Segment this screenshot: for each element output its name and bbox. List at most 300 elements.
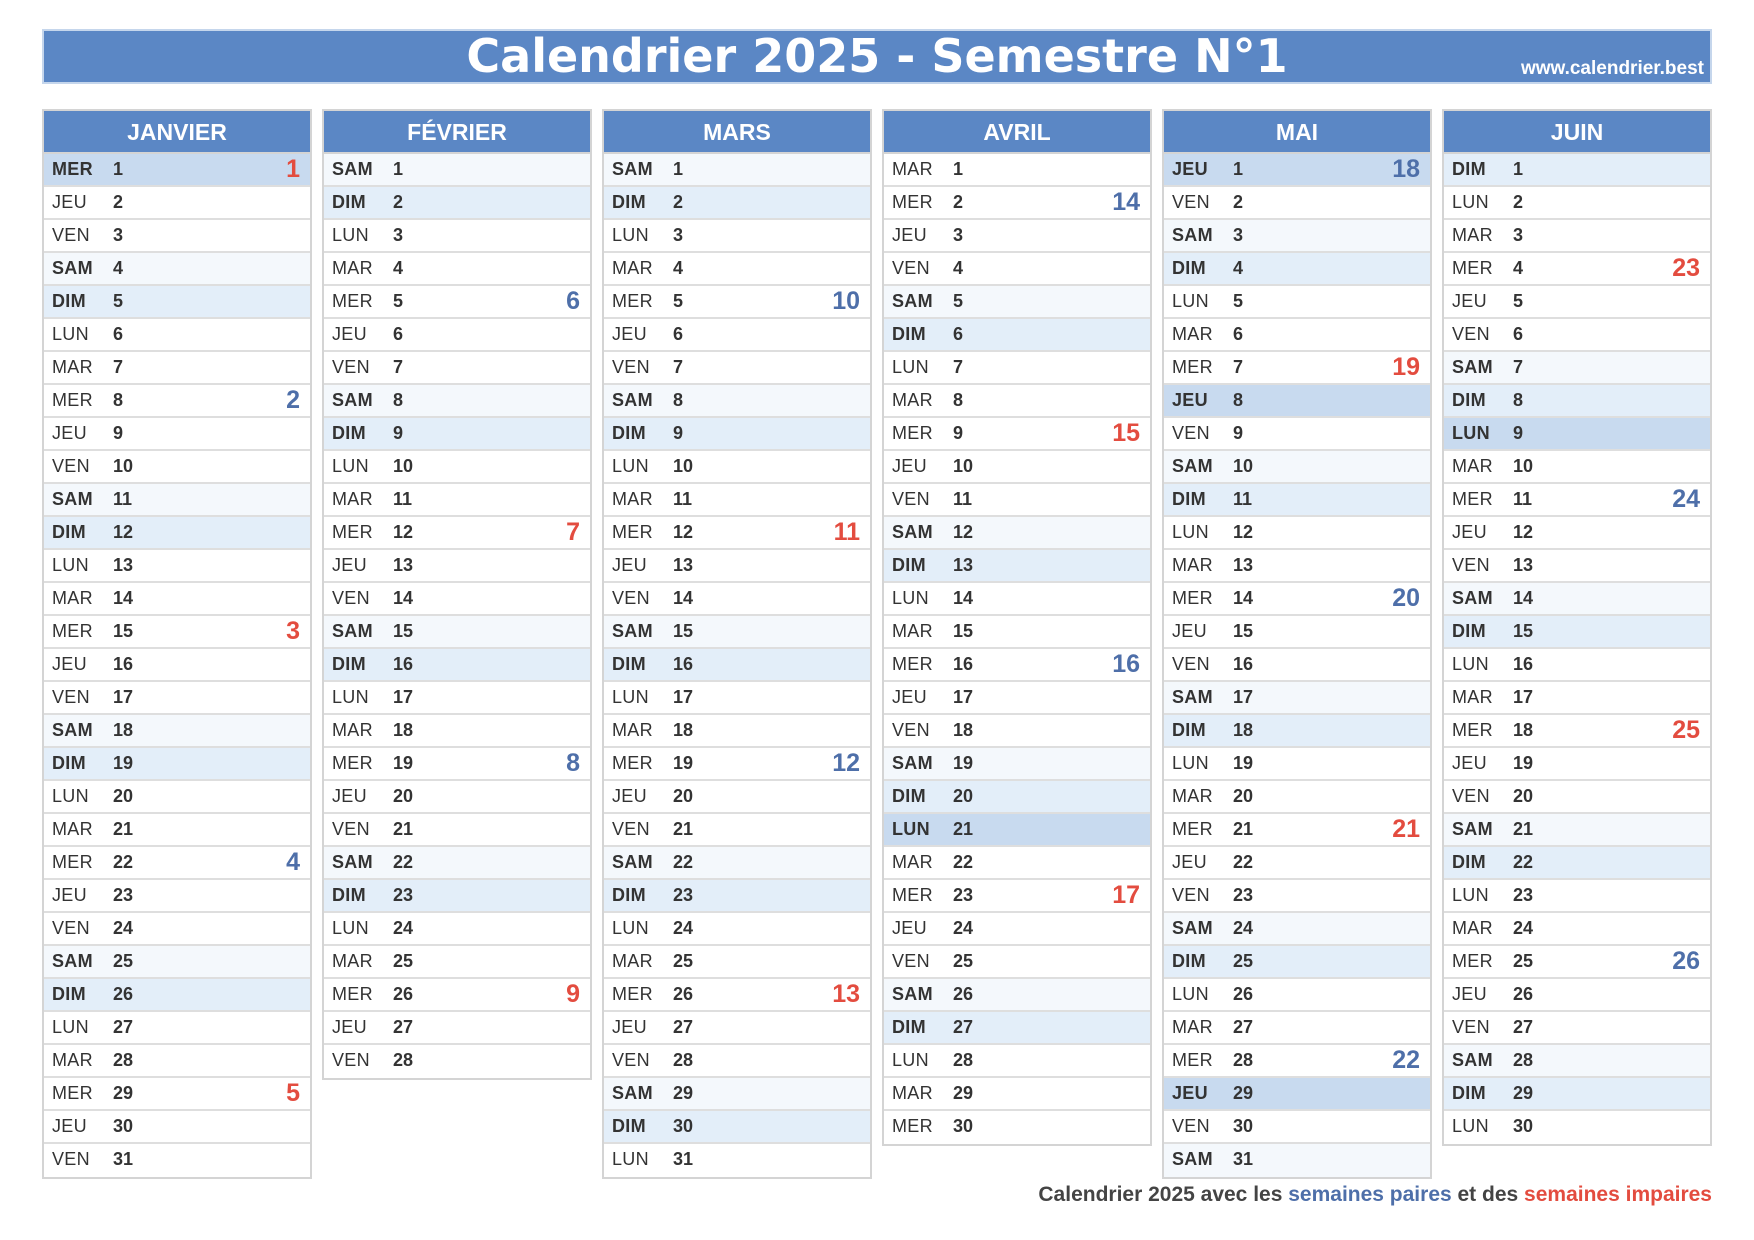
day-row — [324, 319, 590, 352]
day-row — [1164, 781, 1430, 814]
day-number: 7 — [953, 357, 964, 377]
day-of-week: JEU — [52, 192, 87, 212]
day-row — [884, 154, 1150, 187]
day-number: 12 — [393, 522, 414, 542]
day-number: 31 — [113, 1149, 134, 1169]
day-row — [44, 946, 310, 979]
day-of-week: VEN — [1172, 654, 1210, 674]
day-row — [1164, 154, 1430, 187]
day-of-week: DIM — [892, 324, 926, 344]
day-row — [1444, 352, 1710, 385]
day-of-week: MAR — [892, 1083, 933, 1103]
day-number: 24 — [1233, 918, 1254, 938]
day-of-week: JEU — [52, 423, 87, 443]
day-number: 3 — [953, 225, 964, 245]
day-of-week: SAM — [1452, 819, 1493, 839]
day-of-week: MER — [892, 1116, 933, 1136]
day-of-week: VEN — [612, 588, 650, 608]
day-number: 31 — [673, 1149, 694, 1169]
day-of-week: DIM — [332, 423, 366, 443]
day-number: 31 — [1233, 1149, 1254, 1169]
day-number: 29 — [113, 1083, 134, 1103]
day-number: 5 — [673, 291, 684, 311]
day-of-week: SAM — [332, 621, 373, 641]
day-of-week: SAM — [52, 258, 93, 278]
day-row — [884, 550, 1150, 583]
day-number: 28 — [673, 1050, 694, 1070]
day-number: 7 — [393, 357, 404, 377]
day-number: 19 — [673, 753, 694, 773]
day-row — [1444, 748, 1710, 781]
day-number: 12 — [1513, 522, 1534, 542]
day-row — [1444, 583, 1710, 616]
day-of-week: VEN — [1452, 324, 1490, 344]
week-number: 21 — [1392, 815, 1420, 843]
day-row — [604, 253, 870, 286]
day-row — [1444, 682, 1710, 715]
day-row — [1444, 517, 1710, 550]
day-of-week: LUN — [332, 918, 369, 938]
day-of-week: MAR — [1172, 324, 1213, 344]
day-row — [1444, 814, 1710, 847]
day-row — [884, 616, 1150, 649]
day-of-week: MER — [892, 885, 933, 905]
day-row — [1164, 352, 1430, 385]
day-number: 16 — [673, 654, 694, 674]
day-row — [1444, 286, 1710, 319]
day-of-week: DIM — [1452, 1083, 1486, 1103]
week-number: 16 — [1112, 650, 1140, 678]
day-row — [324, 814, 590, 847]
day-of-week: SAM — [612, 1083, 653, 1103]
day-row — [324, 352, 590, 385]
day-number: 9 — [1513, 423, 1524, 443]
day-number: 10 — [673, 456, 694, 476]
day-row — [884, 220, 1150, 253]
day-number: 29 — [673, 1083, 694, 1103]
day-of-week: DIM — [1172, 258, 1206, 278]
day-row — [1164, 814, 1430, 847]
day-row — [324, 484, 590, 517]
day-row — [44, 814, 310, 847]
day-number: 13 — [1233, 555, 1254, 575]
day-of-week: MER — [892, 654, 933, 674]
day-row — [324, 781, 590, 814]
day-row — [604, 484, 870, 517]
day-row — [884, 847, 1150, 880]
day-number: 17 — [953, 687, 974, 707]
day-number: 13 — [673, 555, 694, 575]
day-of-week: MER — [52, 852, 93, 872]
day-of-week: VEN — [332, 1050, 370, 1070]
day-of-week: VEN — [612, 357, 650, 377]
day-row — [324, 847, 590, 880]
day-number: 5 — [953, 291, 964, 311]
day-number: 15 — [1513, 621, 1534, 641]
day-number: 1 — [113, 159, 124, 179]
day-of-week: JEU — [332, 1017, 367, 1037]
day-row — [604, 1012, 870, 1045]
day-of-week: DIM — [52, 522, 86, 542]
week-number: 15 — [1112, 419, 1140, 447]
day-number: 16 — [393, 654, 414, 674]
day-number: 13 — [1513, 555, 1534, 575]
day-row — [324, 748, 590, 781]
month-header: FÉVRIER — [324, 111, 590, 154]
day-of-week: MAR — [52, 1050, 93, 1070]
day-of-week: MER — [1452, 489, 1493, 509]
day-row — [1444, 1111, 1710, 1144]
day-number: 9 — [673, 423, 684, 443]
day-of-week: VEN — [52, 225, 90, 245]
day-number: 21 — [953, 819, 974, 839]
day-number: 5 — [1233, 291, 1244, 311]
day-row — [1164, 220, 1430, 253]
day-number: 23 — [953, 885, 974, 905]
day-number: 26 — [1513, 984, 1534, 1004]
website-link[interactable]: www.calendrier.best — [1520, 58, 1704, 79]
day-number: 9 — [393, 423, 404, 443]
day-of-week: LUN — [892, 588, 929, 608]
day-number: 6 — [1233, 324, 1244, 344]
day-number: 30 — [953, 1116, 974, 1136]
day-number: 30 — [1233, 1116, 1254, 1136]
day-row — [1444, 385, 1710, 418]
day-row — [324, 517, 590, 550]
day-number: 25 — [113, 951, 134, 971]
day-of-week: MER — [52, 621, 93, 641]
day-number: 3 — [113, 225, 124, 245]
day-number: 13 — [953, 555, 974, 575]
week-number: 11 — [833, 518, 860, 546]
day-of-week: JEU — [612, 324, 647, 344]
day-of-week: DIM — [332, 885, 366, 905]
day-number: 5 — [113, 291, 124, 311]
day-number: 6 — [673, 324, 684, 344]
day-number: 4 — [393, 258, 404, 278]
day-of-week: SAM — [52, 489, 93, 509]
day-row — [44, 1144, 310, 1177]
day-of-week: MAR — [1452, 456, 1493, 476]
month-column — [602, 109, 872, 1179]
day-of-week: LUN — [1172, 753, 1209, 773]
day-of-week: MAR — [612, 258, 653, 278]
day-of-week: VEN — [1172, 1116, 1210, 1136]
day-row — [1164, 517, 1430, 550]
day-number: 28 — [1513, 1050, 1534, 1070]
month-header: JUIN — [1444, 111, 1710, 154]
day-number: 17 — [1513, 687, 1534, 707]
month-header: MARS — [604, 111, 870, 154]
day-row — [1444, 154, 1710, 187]
day-of-week: SAM — [1172, 456, 1213, 476]
day-row — [604, 748, 870, 781]
week-number: 6 — [566, 287, 580, 315]
day-row — [1164, 451, 1430, 484]
day-of-week: MAR — [612, 951, 653, 971]
day-row — [44, 352, 310, 385]
legend-even-weeks: semaines paires — [1288, 1183, 1452, 1206]
day-row — [44, 154, 310, 187]
day-number: 27 — [1233, 1017, 1254, 1037]
day-of-week: MAR — [892, 390, 933, 410]
day-of-week: MER — [52, 159, 93, 179]
day-of-week: MAR — [1172, 786, 1213, 806]
day-number: 16 — [1513, 654, 1534, 674]
month-column — [1442, 109, 1712, 1146]
day-number: 13 — [113, 555, 134, 575]
day-number: 2 — [953, 192, 964, 212]
day-number: 12 — [673, 522, 694, 542]
legend-odd-weeks: semaines impaires — [1524, 1183, 1712, 1206]
day-row — [884, 979, 1150, 1012]
day-of-week: MAR — [52, 588, 93, 608]
day-row — [324, 286, 590, 319]
day-row — [44, 715, 310, 748]
day-of-week: VEN — [52, 687, 90, 707]
day-number: 30 — [113, 1116, 134, 1136]
day-row — [1164, 880, 1430, 913]
day-row — [1444, 946, 1710, 979]
day-row — [884, 880, 1150, 913]
day-number: 2 — [1513, 192, 1524, 212]
day-row — [324, 715, 590, 748]
day-of-week: JEU — [332, 324, 367, 344]
day-row — [44, 1045, 310, 1078]
day-of-week: VEN — [612, 1050, 650, 1070]
day-number: 4 — [1233, 258, 1244, 278]
day-row — [884, 352, 1150, 385]
day-number: 3 — [1513, 225, 1524, 245]
day-number: 30 — [673, 1116, 694, 1136]
day-of-week: LUN — [612, 1149, 649, 1169]
day-of-week: LUN — [1452, 885, 1489, 905]
day-row — [1164, 385, 1430, 418]
day-row — [884, 1012, 1150, 1045]
day-row — [44, 682, 310, 715]
day-number: 13 — [393, 555, 414, 575]
day-number: 5 — [393, 291, 404, 311]
day-number: 16 — [953, 654, 974, 674]
day-number: 9 — [953, 423, 964, 443]
day-row — [1444, 715, 1710, 748]
day-row — [604, 847, 870, 880]
day-of-week: JEU — [1172, 852, 1207, 872]
day-number: 23 — [113, 885, 134, 905]
day-of-week: VEN — [892, 258, 930, 278]
day-of-week: JEU — [1452, 291, 1487, 311]
day-of-week: MER — [1172, 588, 1213, 608]
day-of-week: MER — [892, 423, 933, 443]
day-row — [324, 220, 590, 253]
day-of-week: LUN — [892, 1050, 929, 1070]
day-number: 2 — [673, 192, 684, 212]
day-number: 11 — [953, 489, 973, 509]
day-number: 21 — [113, 819, 134, 839]
footer-legend — [1038, 1183, 1712, 1207]
day-of-week: MER — [1172, 819, 1213, 839]
day-number: 7 — [1233, 357, 1244, 377]
day-row — [604, 913, 870, 946]
day-of-week: LUN — [1452, 423, 1490, 443]
day-row — [1444, 253, 1710, 286]
day-row — [604, 319, 870, 352]
day-row — [1164, 1045, 1430, 1078]
day-number: 23 — [393, 885, 414, 905]
day-row — [884, 1111, 1150, 1144]
month-header: MAI — [1164, 111, 1430, 154]
day-number: 6 — [393, 324, 404, 344]
day-number: 29 — [1233, 1083, 1254, 1103]
day-of-week: MAR — [52, 819, 93, 839]
week-number: 22 — [1392, 1046, 1420, 1074]
day-of-week: JEU — [892, 918, 927, 938]
day-row — [604, 1111, 870, 1144]
day-row — [884, 385, 1150, 418]
day-row — [1164, 583, 1430, 616]
day-number: 25 — [1513, 951, 1534, 971]
day-of-week: JEU — [892, 456, 927, 476]
day-number: 20 — [673, 786, 694, 806]
day-number: 28 — [393, 1050, 414, 1070]
day-row — [44, 1078, 310, 1111]
day-of-week: VEN — [1452, 555, 1490, 575]
day-row — [324, 154, 590, 187]
day-number: 25 — [673, 951, 694, 971]
footer-middle: et des — [1451, 1183, 1525, 1206]
day-row — [1164, 979, 1430, 1012]
day-of-week: MAR — [892, 852, 933, 872]
day-number: 21 — [393, 819, 414, 839]
day-number: 5 — [1513, 291, 1524, 311]
day-row — [604, 979, 870, 1012]
day-of-week: VEN — [1452, 786, 1490, 806]
day-number: 27 — [953, 1017, 974, 1037]
day-of-week: SAM — [892, 984, 933, 1004]
day-row — [884, 583, 1150, 616]
day-row — [44, 1012, 310, 1045]
day-number: 19 — [953, 753, 974, 773]
day-row — [604, 616, 870, 649]
day-row — [604, 517, 870, 550]
day-row — [1444, 649, 1710, 682]
day-row — [324, 385, 590, 418]
day-row — [884, 187, 1150, 220]
day-row — [1164, 847, 1430, 880]
day-of-week: DIM — [612, 885, 646, 905]
day-of-week: VEN — [52, 1149, 90, 1169]
day-of-week: LUN — [612, 456, 649, 476]
day-row — [1164, 253, 1430, 286]
day-row — [44, 847, 310, 880]
day-row — [604, 352, 870, 385]
day-number: 6 — [1513, 324, 1524, 344]
day-number: 14 — [1233, 588, 1254, 608]
day-row — [324, 253, 590, 286]
day-row — [1164, 913, 1430, 946]
day-number: 19 — [393, 753, 414, 773]
day-row — [604, 220, 870, 253]
day-of-week: SAM — [332, 159, 373, 179]
day-of-week: JEU — [1172, 1083, 1208, 1103]
day-row — [1444, 418, 1710, 451]
day-row — [324, 913, 590, 946]
day-of-week: SAM — [612, 621, 653, 641]
day-number: 19 — [1513, 753, 1534, 773]
day-of-week: DIM — [1172, 489, 1206, 509]
day-number: 20 — [1513, 786, 1534, 806]
day-of-week: LUN — [332, 687, 369, 707]
day-row — [1444, 1045, 1710, 1078]
day-of-week: JEU — [1172, 390, 1208, 410]
day-number: 25 — [393, 951, 414, 971]
day-row — [1164, 319, 1430, 352]
day-row — [44, 187, 310, 220]
day-of-week: MER — [612, 984, 653, 1004]
day-row — [1164, 286, 1430, 319]
day-number: 29 — [953, 1083, 974, 1103]
day-number: 11 — [113, 489, 133, 509]
day-number: 22 — [1513, 852, 1534, 872]
day-of-week: LUN — [52, 1017, 89, 1037]
month-column — [1162, 109, 1432, 1179]
day-row — [604, 1045, 870, 1078]
day-of-week: SAM — [612, 159, 653, 179]
day-row — [1444, 913, 1710, 946]
day-row — [604, 715, 870, 748]
day-number: 1 — [953, 159, 964, 179]
day-number: 16 — [113, 654, 134, 674]
day-number: 2 — [113, 192, 124, 212]
page-title: Calendrier 2025 - Semestre N°1 — [466, 29, 1288, 83]
day-of-week: MAR — [1172, 555, 1213, 575]
day-of-week: VEN — [1172, 423, 1210, 443]
day-number: 30 — [1513, 1116, 1534, 1136]
day-of-week: SAM — [52, 720, 93, 740]
week-number: 3 — [286, 617, 300, 645]
day-number: 4 — [673, 258, 684, 278]
day-number: 20 — [393, 786, 414, 806]
day-number: 24 — [113, 918, 134, 938]
day-row — [1444, 187, 1710, 220]
day-of-week: VEN — [1172, 192, 1210, 212]
day-row — [604, 187, 870, 220]
day-row — [1164, 1144, 1430, 1177]
day-of-week: SAM — [1452, 588, 1493, 608]
day-of-week: VEN — [1452, 1017, 1490, 1037]
day-of-week: MAR — [1172, 1017, 1213, 1037]
day-number: 14 — [393, 588, 414, 608]
day-number: 22 — [1233, 852, 1254, 872]
day-of-week: MER — [332, 291, 373, 311]
day-row — [1444, 484, 1710, 517]
day-row — [324, 451, 590, 484]
month-column — [42, 109, 312, 1179]
day-row — [604, 814, 870, 847]
day-number: 11 — [393, 489, 413, 509]
week-number: 25 — [1672, 716, 1700, 744]
day-number: 28 — [953, 1050, 974, 1070]
day-number: 22 — [953, 852, 974, 872]
day-of-week: LUN — [1452, 192, 1489, 212]
day-row — [44, 484, 310, 517]
day-row — [1164, 946, 1430, 979]
day-row — [884, 649, 1150, 682]
day-of-week: VEN — [332, 588, 370, 608]
day-number: 10 — [393, 456, 414, 476]
day-number: 15 — [1233, 621, 1254, 641]
month-header: AVRIL — [884, 111, 1150, 154]
